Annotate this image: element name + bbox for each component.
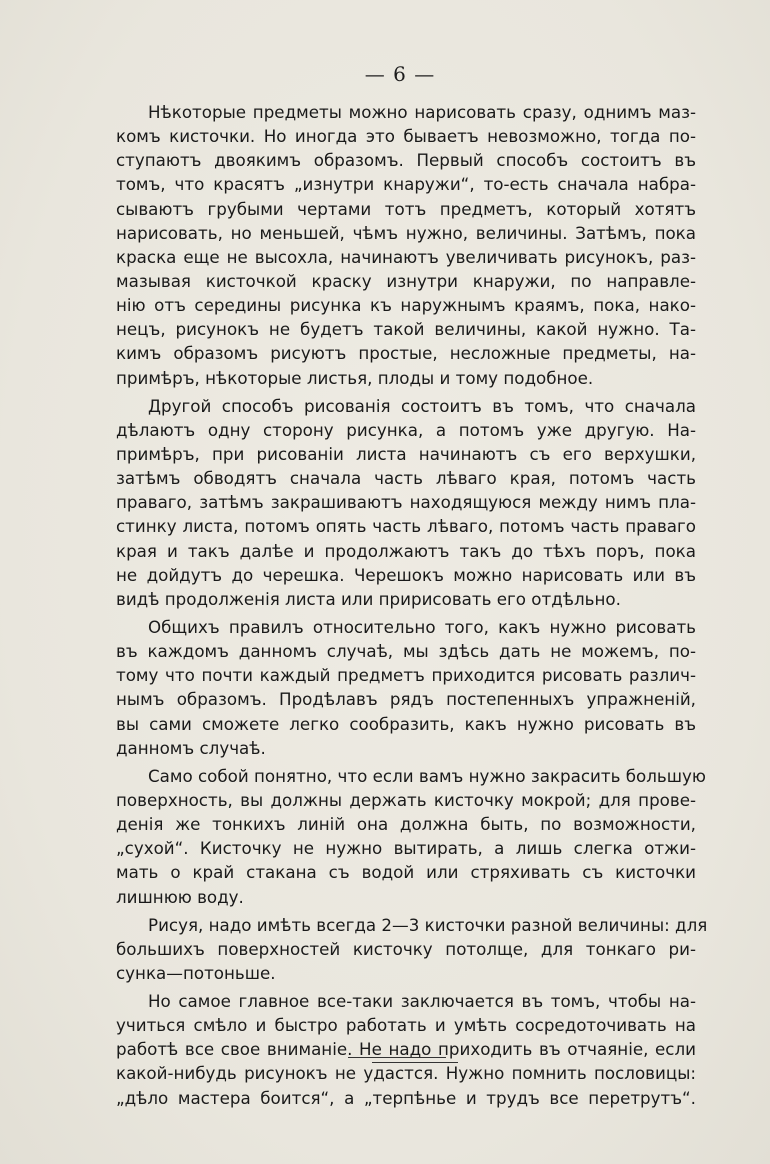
text-line: видѣ продолженія листа или пририсовать его отдѣльно. bbox=[116, 588, 621, 609]
text-line: поверхность, вы должны держать кисточку мокрой; для прове- bbox=[116, 789, 696, 810]
text-line: не дойдутъ до черешка. Черешокъ можно нарисовать или въ bbox=[116, 564, 696, 585]
text-line: нарисовать, но меньшей, чѣмъ нужно, величины. Затѣмъ, пока bbox=[116, 222, 696, 243]
text-line: затѣмъ обводятъ сначала часть лѣваго края, потомъ часть bbox=[116, 468, 696, 489]
text-line: данномъ случаѣ. bbox=[116, 737, 266, 758]
text-line: краска еще не высохла, начинаютъ увеличивать рисунокъ, раз- bbox=[116, 246, 696, 267]
text-line: тому что почти каждый предметъ приходится рисовать различ- bbox=[116, 665, 696, 686]
text-line: нію отъ середины рисунка къ наружнымъ краямъ, пока, нако- bbox=[116, 295, 696, 316]
text-line: въ каждомъ данномъ случаѣ, мы здѣсь дать не можемъ, по- bbox=[116, 641, 696, 662]
text-line: Общихъ правилъ относительно того, какъ нужно рисовать bbox=[148, 616, 696, 637]
text-line: нецъ, рисунокъ не будетъ такой величины, какой нужно. Та- bbox=[116, 319, 696, 340]
body-text bbox=[116, 100, 708, 1114]
text-line: ступаютъ двоякимъ образомъ. Первый способъ состоитъ въ bbox=[116, 150, 696, 171]
text-line: Но самое главное все-таки заключается въ томъ, чтобы на- bbox=[148, 991, 696, 1012]
text-line: примѣръ, нѣкоторые листья, плоды и тому подобное. bbox=[116, 367, 594, 388]
text-line: мать о край стакана съ водой или стряхивать съ кисточки bbox=[116, 862, 696, 883]
paragraph bbox=[116, 394, 696, 611]
text-line: какой-нибудь рисунокъ не удастся. Нужно помнить пословицы: bbox=[116, 1063, 696, 1084]
text-line: учиться смѣло и быстро работать и умѣть сосредоточивать на bbox=[116, 1015, 696, 1036]
text-line: кимъ образомъ рисуютъ простые, несложные предметы, на- bbox=[116, 343, 696, 364]
closing-rule bbox=[372, 1062, 458, 1063]
text-line: комъ кисточки. Но иногда это бываетъ невозможно, тогда по- bbox=[116, 126, 696, 147]
text-line: края и такъ далѣе и продолжаютъ такъ до тѣхъ поръ, пока bbox=[116, 540, 696, 561]
text-line: Рисуя, надо имѣть всегда 2—3 кисточки разной величины: для bbox=[148, 914, 708, 935]
text-line: лишнюю воду. bbox=[116, 886, 244, 907]
text-line: мазывая кисточкой краску изнутри кнаружи, по направле- bbox=[116, 270, 696, 291]
text-line: примѣръ, при рисованіи листа начинаютъ съ его верхушки, bbox=[116, 443, 696, 464]
text-line: сываютъ грубыми чертами тотъ предметъ, который хотятъ bbox=[116, 198, 696, 219]
paragraph bbox=[116, 989, 696, 1110]
closing-rule bbox=[348, 1057, 446, 1058]
text-line: нымъ образомъ. Продѣлавъ рядъ постепенныхъ упражненій, bbox=[116, 689, 696, 710]
text-line: дѣлаютъ одну сторону рисунка, а потомъ уже другую. На- bbox=[116, 419, 696, 440]
text-line: „дѣло мастера боится“, а „терпѣнье и трудъ все перетрутъ“. bbox=[116, 1087, 696, 1108]
page-number: — 6 — bbox=[364, 62, 436, 86]
text-line: стинку листа, потомъ опять часть лѣваго, потомъ часть праваго bbox=[116, 516, 696, 537]
text-line: томъ, что красятъ „изнутри кнаружи“, то-есть сначала набра- bbox=[116, 174, 696, 195]
paragraph bbox=[116, 615, 696, 760]
text-line: вы сами сможете легко сообразить, какъ нужно рисовать въ bbox=[116, 713, 696, 734]
text-line: Нѣкоторые предметы можно нарисовать сразу, однимъ маз- bbox=[148, 102, 696, 122]
paragraph bbox=[116, 100, 696, 390]
text-line: большихъ поверхностей кисточку потолще, для тонкаго ри- bbox=[116, 938, 696, 959]
paragraph bbox=[116, 764, 706, 909]
text-line: работѣ все свое вниманіе. Не надо приходить въ отчаяніе, если bbox=[116, 1039, 696, 1060]
text-line: „сухой“. Кисточку не нужно вытирать, а лишь слегка отжи- bbox=[116, 838, 696, 859]
text-line: сунка—потоньше. bbox=[116, 962, 276, 983]
text-line: денія же тонкихъ линій она должна быть, по возможности, bbox=[116, 814, 696, 835]
text-line: Само собой понятно, что если вамъ нужно закрасить большую bbox=[148, 765, 706, 786]
text-line: праваго, затѣмъ закрашиваютъ находящуюся между нимъ пла- bbox=[116, 492, 696, 513]
text-line: Другой способъ рисованія состоитъ въ томъ, что сначала bbox=[148, 395, 696, 416]
paragraph bbox=[116, 913, 708, 985]
